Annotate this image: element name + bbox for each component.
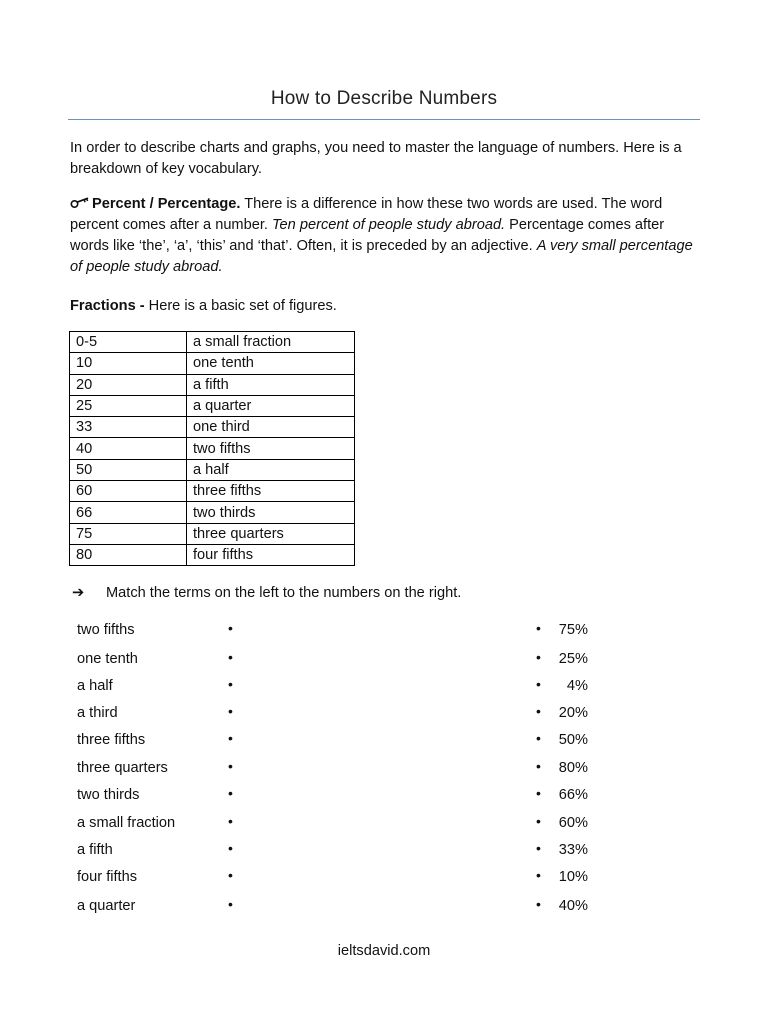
fraction-term-cell: two fifths (187, 438, 355, 459)
match-left-bullet[interactable]: • (228, 896, 233, 912)
match-right-bullet[interactable]: • (536, 867, 541, 883)
percent-text-1: There is a difference in how these two words are used. The word percent comes after a number. (70, 196, 663, 233)
match-term: one tenth (77, 651, 138, 667)
match-term: four fifths (77, 869, 138, 885)
fraction-number-cell: 40 (70, 438, 187, 459)
fraction-number-cell: 25 (70, 395, 187, 416)
exercise-instruction-line (72, 584, 461, 601)
match-left-bullet[interactable]: • (228, 867, 233, 883)
match-value: 50% (558, 732, 588, 748)
fraction-term-cell: three fifths (187, 481, 355, 502)
table-row (70, 395, 355, 416)
fraction-term-cell: three quarters (187, 523, 355, 544)
match-value: 75% (558, 622, 588, 638)
footer-website: ieltsdavid.com (337, 943, 431, 959)
table-row (70, 438, 355, 459)
match-left-bullet[interactable]: • (228, 730, 233, 746)
match-value: 25% (558, 651, 588, 667)
fractions-table (69, 331, 355, 566)
fraction-number-cell: 0-5 (70, 332, 187, 353)
fraction-number-cell: 33 (70, 417, 187, 438)
match-left-bullet[interactable]: • (228, 840, 233, 856)
table-row (70, 502, 355, 523)
fraction-term-cell: one tenth (187, 353, 355, 374)
table-row (70, 523, 355, 544)
table-row (70, 481, 355, 502)
fraction-number-cell: 50 (70, 459, 187, 480)
match-value: 80% (558, 760, 588, 776)
match-value: 33% (558, 842, 588, 858)
match-right-bullet[interactable]: • (536, 649, 541, 665)
fraction-number-cell: 75 (70, 523, 187, 544)
table-row (70, 332, 355, 353)
match-value: 20% (558, 705, 588, 721)
percent-heading: Percent / Percentage. (92, 196, 241, 212)
match-term: a third (77, 705, 118, 721)
table-row (70, 353, 355, 374)
fraction-term-cell: a small fraction (187, 332, 355, 353)
percent-example-1: Ten percent of people study abroad. (271, 217, 506, 233)
fractions-heading: Fractions - (70, 298, 145, 314)
page-title: How to Describe Numbers (270, 88, 498, 109)
match-value: 4% (566, 678, 588, 694)
match-right-bullet[interactable]: • (536, 896, 541, 912)
match-right-bullet[interactable]: • (536, 703, 541, 719)
fraction-number-cell: 66 (70, 502, 187, 523)
table-row (70, 459, 355, 480)
table-row (70, 417, 355, 438)
match-term: two fifths (77, 622, 135, 638)
match-left-bullet[interactable]: • (228, 649, 233, 665)
table-row (70, 544, 355, 565)
match-right-bullet[interactable]: • (536, 758, 541, 774)
intro-paragraph: In order to describe charts and graphs, you need to master the language of numbers. Here is a breakdown of key vocabulary. (70, 140, 682, 177)
fraction-term-cell: four fifths (187, 544, 355, 565)
match-right-bullet[interactable]: • (536, 785, 541, 801)
match-term: two thirds (77, 787, 140, 803)
title-divider (68, 119, 700, 120)
fractions-text: Here is a basic set of figures. (144, 298, 337, 314)
arrow-right-icon: ➔ (72, 585, 85, 601)
match-right-bullet[interactable]: • (536, 840, 541, 856)
match-right-bullet[interactable]: • (536, 676, 541, 692)
exercise-instruction: Match the terms on the left to the numbers on the right. (106, 585, 462, 601)
match-left-bullet[interactable]: • (228, 620, 233, 636)
fraction-term-cell: two thirds (187, 502, 355, 523)
match-term: a fifth (77, 842, 113, 858)
fractions-paragraph (70, 296, 700, 317)
fraction-term-cell: a fifth (187, 374, 355, 395)
match-right-bullet[interactable]: • (536, 730, 541, 746)
match-value: 60% (558, 815, 588, 831)
match-term: three quarters (77, 760, 168, 776)
fraction-number-cell: 80 (70, 544, 187, 565)
fraction-term-cell: a half (187, 459, 355, 480)
match-term: a small fraction (77, 815, 176, 831)
match-value: 40% (558, 898, 588, 914)
match-term: a half (77, 678, 113, 694)
match-value: 66% (558, 787, 588, 803)
fraction-number-cell: 10 (70, 353, 187, 374)
fraction-term-cell: a quarter (187, 395, 355, 416)
percent-paragraph (70, 194, 700, 278)
match-right-bullet[interactable]: • (536, 813, 541, 829)
match-value: 10% (558, 869, 588, 885)
table-row (70, 374, 355, 395)
fraction-term-cell: one third (187, 417, 355, 438)
match-right-bullet[interactable]: • (536, 620, 541, 636)
match-term: three fifths (77, 732, 146, 748)
fraction-number-cell: 60 (70, 481, 187, 502)
match-left-bullet[interactable]: • (228, 676, 233, 692)
key-icon (70, 195, 90, 207)
match-term: a quarter (77, 898, 136, 914)
percent-text-2: Percentage comes after words like ‘the’, ‘a’, ‘this’ and ‘that’. Often, it is preceded by an adjective. (70, 217, 665, 254)
match-left-bullet[interactable]: • (228, 758, 233, 774)
match-left-bullet[interactable]: • (228, 785, 233, 801)
match-left-bullet[interactable]: • (228, 703, 233, 719)
match-left-bullet[interactable]: • (228, 813, 233, 829)
percent-example-2: A very small percentage of people study abroad. (70, 238, 693, 275)
fraction-number-cell: 20 (70, 374, 187, 395)
